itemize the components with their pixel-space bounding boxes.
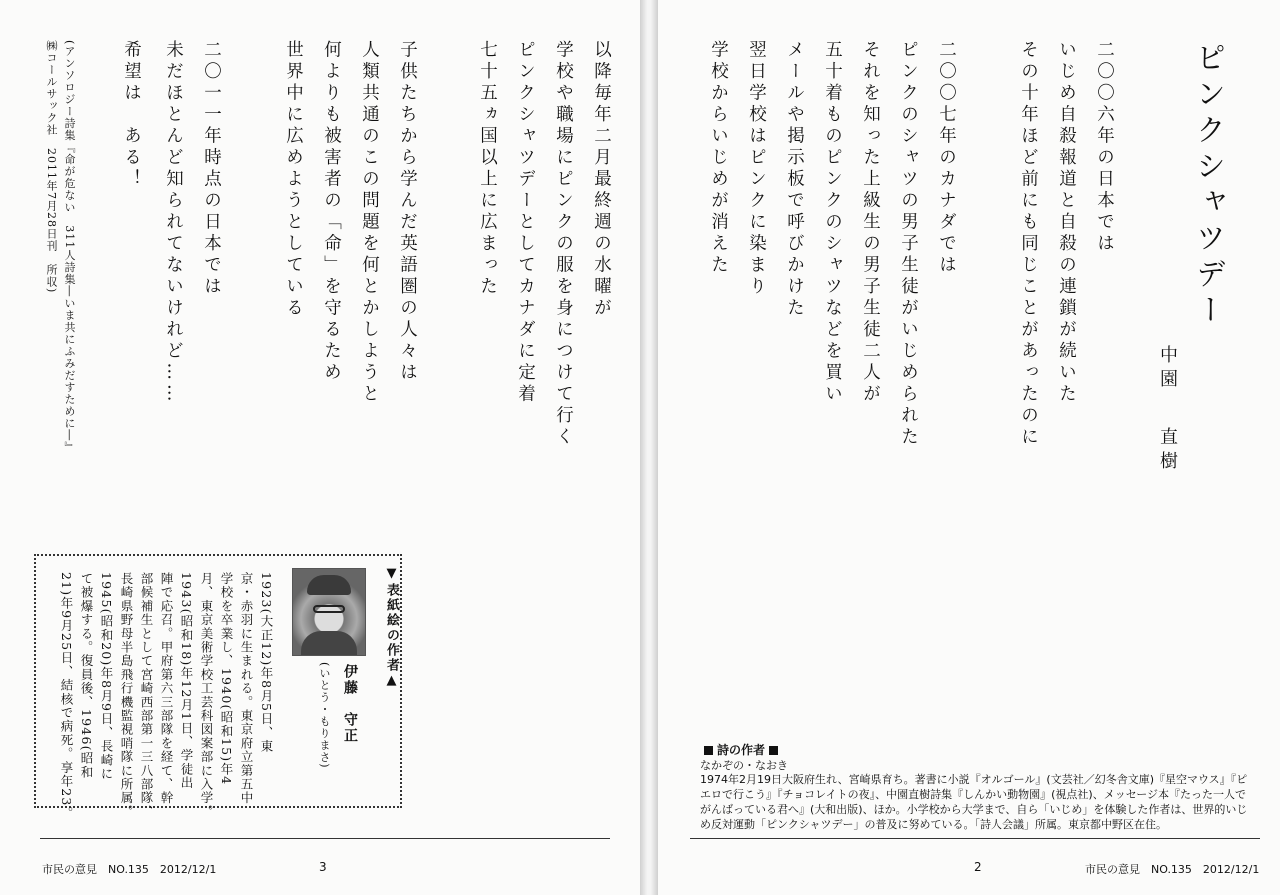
- artist-bio-line: 部候補生として宮崎西部第一三八部隊、: [139, 572, 154, 819]
- page-number-left: 3: [319, 860, 327, 874]
- artist-bio-line: 長崎県野母半島飛行機監視哨隊に所属。: [119, 572, 134, 819]
- poem-line: 五十着ものピンクのシャツなどを買い: [822, 40, 843, 406]
- poet-name-reading: なかぞの・なおき: [700, 759, 788, 772]
- poem-line: 何よりも被害者の「命」を守るため: [321, 40, 342, 384]
- artist-bio-line: 陣で応召。甲府第六三部隊を経て、幹: [159, 572, 174, 805]
- poet-profile-title: 詩の作者: [717, 743, 766, 757]
- artist-name: 伊藤 守正: [342, 664, 358, 744]
- poem-line: 子供たちから学んだ英語圏の人々は: [397, 40, 418, 384]
- artist-bio-line: 1943(昭和18)年12月1日、学徒出: [179, 572, 194, 790]
- page-number-right: 2: [974, 860, 982, 874]
- poem-author: [1154, 345, 1180, 475]
- poem-line: 世界中に広めようとしている: [283, 40, 304, 320]
- footer-publication-left: 市民の意見 NO.135 2012/12/1: [42, 863, 217, 876]
- artist-bio-line: 学校を卒業し、1940(昭和15)年4: [219, 572, 234, 786]
- poem-line: 二〇〇七年のカナダでは: [936, 40, 957, 277]
- poem-line: 二〇一一年時点の日本では: [201, 40, 222, 298]
- source-note: ㈱コールサック社 2011年7月28日刊 所収): [45, 40, 58, 294]
- artist-bio-line: 京・赤羽に生まれる。東京府立第五中: [239, 572, 254, 805]
- artist-bio-line: 21)年9月25日、結核で病死。享年23。: [59, 572, 74, 821]
- poem-line: 希望は ある！: [121, 40, 142, 191]
- cover-artist-header: ▼表紙絵の作者▲: [384, 566, 399, 690]
- artist-bio-line: て被爆する。復員後、1946(昭和: [79, 572, 94, 780]
- square-bullet-icon: [769, 746, 778, 755]
- poem-line: それを知った上級生の男子生徒二人が: [860, 40, 881, 406]
- source-note: (アンソロジー詩集『命が危ない 311人詩集―いま共にふみだすために―』: [63, 40, 76, 454]
- poem-line: 学校や職場にピンクの服を身につけて行く: [553, 40, 574, 449]
- footer-rule-right: [690, 838, 1260, 839]
- book-gutter: [640, 0, 658, 895]
- poem-line: 以降毎年二月最終週の水曜が: [591, 40, 612, 320]
- poem-line: 学校からいじめが消えた: [708, 40, 729, 277]
- poem-title: ピンクシャツデー: [1190, 42, 1225, 330]
- poem-line: 二〇〇六年の日本では: [1094, 40, 1115, 255]
- poem-line: その十年ほど前にも同じことがあったのに: [1018, 40, 1039, 449]
- footer-publication-right: 市民の意見 NO.135 2012/12/1: [1085, 863, 1260, 876]
- poem-line: 人類共通のこの問題を何とかしようと: [359, 40, 380, 406]
- artist-portrait-image: [292, 568, 366, 656]
- footer-rule-left: [40, 838, 610, 839]
- poem-line: メールや掲示板で呼びかけた: [784, 40, 805, 320]
- poet-profile-header: [700, 741, 782, 758]
- author-family-name: 中園: [1157, 345, 1178, 393]
- artist-bio-line: 1923(大正12)年8月5日、東: [259, 572, 274, 754]
- poem-line: いじめ自殺報道と自殺の連鎖が続いた: [1056, 40, 1077, 406]
- artist-name-reading: (いとう・もりまさ): [318, 662, 331, 769]
- poem-line: 未だほとんど知られてないけれど……: [163, 40, 184, 406]
- artist-bio-line: 1945(昭和20)年8月9日、長崎に: [99, 572, 114, 781]
- square-bullet-icon: [704, 746, 713, 755]
- poem-line: 七十五ヵ国以上に広まった: [477, 40, 498, 298]
- poem-line: ピンクシャツデーとしてカナダに定着: [515, 40, 536, 406]
- artist-bio-line: 月、東京美術学校工芸科図案部に入学。: [199, 572, 214, 819]
- poet-bio: 1974年2月19日大阪府生れ、宮崎県育ち。著書に小説『オルゴール』(文芸社／幻冬舎文庫)『星空マウス』『ピエロで行こう』『チョコレイトの夜』、中園直樹詩集『しんかい動物園』(視点社)、メッセージ本『たった一人でがんばっている君へ』(大和出版)、ほか。小学校から大学まで、自ら「いじめ」を体験した作者は、世界的いじめ反対運動「ピンクシャツデー」の普及に努めている。「詩人会議」所属。東京都中野区在住。: [700, 773, 1248, 831]
- poem-line: ピンクのシャツの男子生徒がいじめられた: [898, 40, 919, 449]
- poem-line: 翌日学校はピンクに染まり: [746, 40, 767, 298]
- author-given-name: 直樹: [1157, 427, 1178, 475]
